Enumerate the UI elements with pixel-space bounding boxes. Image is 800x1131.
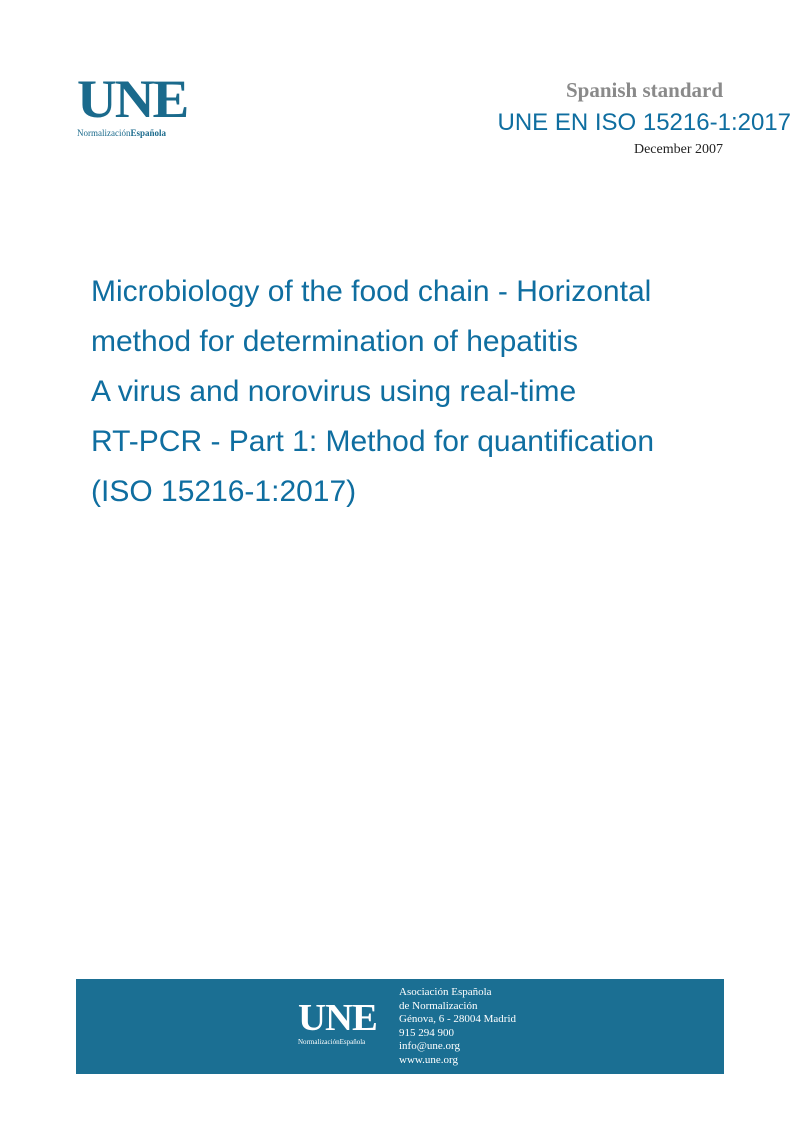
footer-logo-subtitle <box>298 1038 375 1046</box>
une-logo <box>77 69 197 138</box>
footer-email[interactable]: info@une.org <box>399 1040 460 1052</box>
logo-subtitle-regular: Normalización <box>77 128 131 138</box>
title-line: (ISO 15216-1:2017) <box>91 475 357 508</box>
footer-org-name: Asociación Española <box>399 986 492 998</box>
footer-logo-subtitle-bold: Española <box>339 1038 366 1046</box>
title-line: Microbiology of the food chain - Horizontal <box>91 275 652 308</box>
header-block <box>566 78 723 103</box>
logo-subtitle-bold: Española <box>130 128 167 138</box>
footer-website[interactable]: www.une.org <box>399 1053 458 1066</box>
standard-number: UNE EN ISO 15216-1:2017 <box>497 109 791 136</box>
document-type-label: Spanish standard <box>566 78 723 102</box>
title-line: RT-PCR - Part 1: Method for quantification <box>91 425 655 458</box>
footer-org-name-2: de Normalización <box>399 999 478 1012</box>
logo-wordmark: UNE <box>77 69 188 129</box>
document-title <box>91 267 731 517</box>
title-line: A virus and norovirus using real-time <box>91 375 577 408</box>
title-line: method for determination of hepatitis <box>91 325 578 358</box>
publication-date: December 2007 <box>633 142 723 157</box>
logo-subtitle <box>77 128 197 138</box>
footer-logo-subtitle-regular: Normalización <box>298 1038 340 1046</box>
footer-band <box>76 979 724 1074</box>
footer-logo-wordmark: UNE <box>298 997 377 1039</box>
footer-phone[interactable]: 915 294 900 <box>399 1026 454 1039</box>
footer-contact <box>399 986 516 1067</box>
footer-une-logo <box>298 997 377 1046</box>
footer-address: Génova, 6 - 28004 Madrid <box>399 1013 517 1025</box>
